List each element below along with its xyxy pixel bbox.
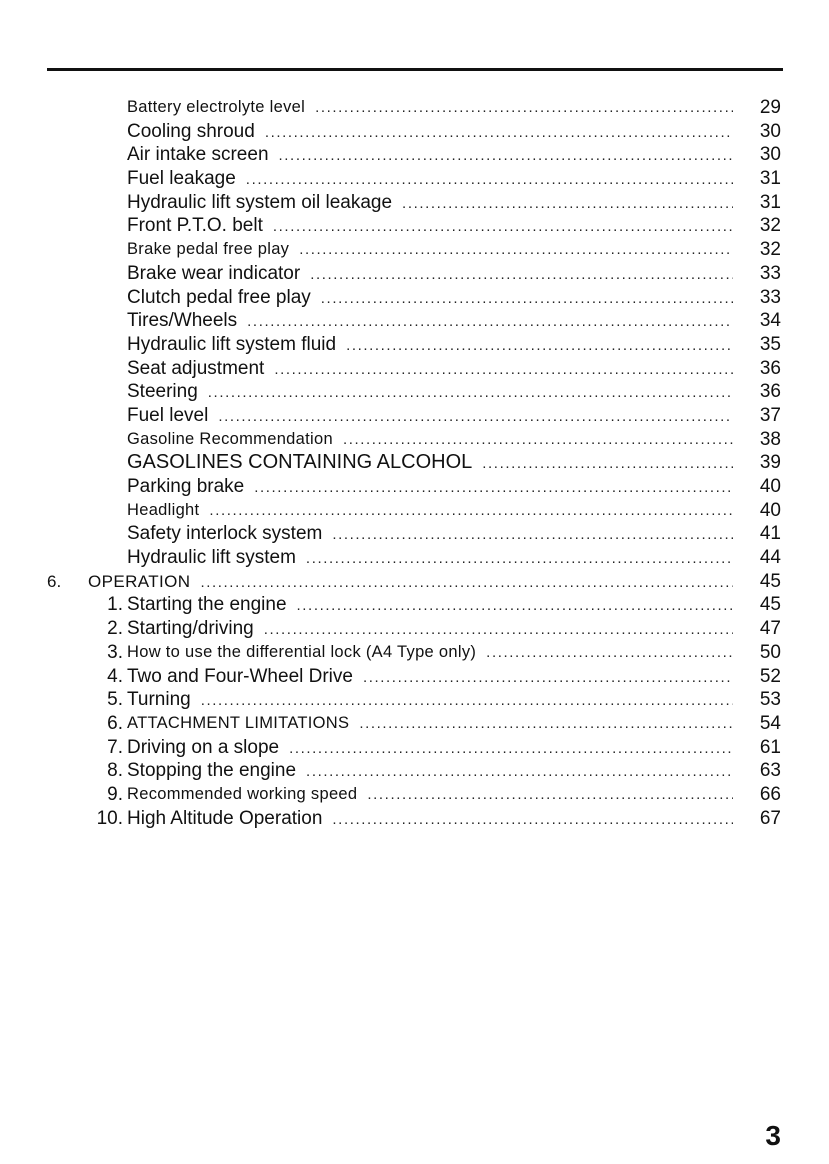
toc-entry-row [0,593,829,617]
toc-entry-title [127,333,733,357]
toc-entry-number: 6. [47,571,62,591]
toc-entry-title [88,570,733,594]
dot-leader [306,760,733,783]
toc-entry-page: 39 [759,452,781,474]
toc-entry-label: Hydraulic lift system fluid [127,333,337,355]
toc-entry-row [0,712,829,736]
dot-leader [264,618,733,641]
dot-leader [218,405,733,428]
toc-entry-title [127,807,733,831]
toc-entry-row [0,262,829,286]
toc-entry-page: 40 [759,499,781,521]
toc-entry-label: Steering [127,381,198,403]
toc-entry-page: 34 [759,310,781,332]
toc-entry-title [127,736,733,760]
toc-entry-label: Fuel leakage [127,168,236,190]
toc-entry-label: Brake pedal free play [127,240,290,259]
toc-entry-number: 7. [107,736,123,758]
toc-entry-label: Gasoline Recommendation [127,429,333,448]
toc-entry-title [127,712,733,736]
toc-entry-row [0,428,829,452]
toc-entry-number: 8. [107,760,123,782]
toc-entry-page: 36 [759,381,781,403]
toc-entry-label: Turning [127,689,191,711]
toc-entry-label: OPERATION [88,571,191,591]
toc-entry-title [127,286,733,310]
toc-entry-title [127,120,733,144]
toc-entry-row [0,357,829,381]
toc-entry-title [127,404,733,428]
toc-entry-label: Tires/Wheels [127,310,238,332]
toc-entry-title [127,475,733,499]
toc-entry-label: Front P.T.O. belt [127,215,263,237]
toc-entry-page: 66 [759,783,781,805]
toc-entry-page: 33 [759,286,781,308]
dot-leader [246,168,733,191]
toc-entry-page: 52 [759,665,781,687]
dot-leader [332,808,733,831]
toc-entry-label: ATTACHMENT LIMITATIONS [127,713,350,732]
toc-entry-number: 6. [107,712,123,734]
toc-entry-row [0,143,829,167]
dot-leader [402,192,733,215]
toc-entry-row [0,688,829,712]
toc-entry-row [0,451,829,475]
dot-leader [363,666,733,689]
toc-entry-page: 35 [759,333,781,355]
toc-entry-row [0,191,829,215]
dot-leader [201,689,733,712]
toc-entry-row [0,238,829,262]
toc-entry-title [127,759,733,783]
toc-entry-label: Parking brake [127,476,245,497]
toc-entry-page: 32 [759,239,781,261]
toc-entry-page: 40 [759,476,781,497]
toc-entry-label: Starting/driving [127,618,254,640]
toc-entry-page: 44 [759,547,781,569]
toc-entry-title [127,451,733,475]
toc-entry-page: 31 [759,191,781,213]
toc-entry-page: 45 [759,594,781,616]
dot-leader [273,215,733,238]
toc-entry-label: Safety interlock system [127,523,323,545]
dot-leader [482,452,733,475]
toc-entry-label: Two and Four-Wheel Drive [127,665,353,687]
dot-leader [209,499,733,523]
dot-leader [315,96,733,120]
toc-entry-row [0,807,829,831]
toc-entry-title [127,238,733,262]
toc-entry-page: 61 [759,736,781,758]
toc-entry-number: 5. [107,689,123,711]
toc-entry-page: 36 [759,357,781,379]
toc-entry-label: Clutch pedal free play [127,286,311,308]
toc-entry-title [127,143,733,167]
toc-entry-row [0,665,829,689]
toc-entry-page: 31 [759,168,781,190]
toc-entry-row [0,333,829,357]
toc-entry-row [0,120,829,144]
toc-entry-row [0,286,829,310]
toc-entry-label: Battery electrolyte level [127,98,306,116]
toc-entry-title [127,617,733,641]
toc-entry-title [127,380,733,404]
toc-entry-label: Hydraulic lift system [127,547,296,569]
toc-entry-label: High Altitude Operation [127,807,323,829]
toc-entry-row [0,167,829,191]
toc-entry-title [127,593,733,617]
toc-entry-title [127,522,733,546]
toc-entry-label: Brake wear indicator [127,262,301,284]
toc-entry-label: GASOLINES CONTAINING ALCOHOL [127,451,473,474]
top-rule [47,68,783,71]
toc-entry-title [127,499,733,523]
toc-entry-page: 63 [759,760,781,782]
toc-entry-title [127,783,733,807]
toc-entry-page: 33 [759,262,781,284]
toc-entry-title [127,357,733,381]
toc-entry-row [0,546,829,570]
toc-entry-page: 32 [759,215,781,237]
toc-entry-row [0,783,829,807]
toc-entry-row [0,214,829,238]
toc-entry-number: 2. [107,618,123,640]
toc-entry-label: Headlight [127,500,200,519]
dot-leader [310,263,733,286]
dot-leader [208,381,733,404]
toc-entry-label: How to use the differential lock (A4 Type only) [127,642,477,661]
toc-entry-page: 38 [759,428,781,450]
toc-entry-label: Driving on a slope [127,736,280,758]
toc-entry-row [0,404,829,428]
toc-entry-title [127,688,733,712]
dot-leader [265,121,733,144]
toc-entry-page: 30 [759,120,781,142]
toc-entry-row [0,522,829,546]
toc-entry-number: 10. [96,807,123,829]
dot-leader [367,783,733,807]
dot-leader [254,476,733,499]
dot-leader [486,641,733,665]
toc-entry-label: Fuel level [127,404,209,426]
toc-entry-title [127,641,733,665]
toc-entry-page: 41 [759,523,781,545]
toc-entry-row [0,617,829,641]
dot-leader [274,358,733,381]
dot-leader [359,712,733,736]
toc-entry-number: 9. [107,783,123,805]
toc-entry-page: 47 [759,618,781,640]
dot-leader [343,428,733,452]
toc-entry-number: 3. [107,641,123,663]
toc-entry-row [0,641,829,665]
toc-entry-row [0,380,829,404]
dot-leader [332,523,733,546]
toc-entry-title [127,665,733,689]
dot-leader [306,547,733,570]
toc-entry-title [127,428,733,452]
toc-entry-title [127,191,733,215]
toc-entry-page: 29 [759,97,781,118]
toc-entry-title [127,214,733,238]
toc-entry-page: 53 [759,689,781,711]
page-number: 3 [765,1120,781,1151]
toc-entry-row [0,309,829,333]
toc-entry-title [127,167,733,191]
dot-leader [289,737,733,760]
dot-leader [297,594,733,617]
toc-entry-title [127,262,733,286]
toc-entry-label: Stopping the engine [127,760,297,782]
toc-entry-number: 4. [107,665,123,687]
toc-entry-label: Starting the engine [127,594,287,616]
dot-leader [346,334,733,357]
toc-entry-number: 1. [107,594,123,616]
toc-entry-row [0,759,829,783]
toc-entry-row [0,736,829,760]
toc-entry-page: 67 [759,807,781,829]
toc-entry-title [127,546,733,570]
toc-entry-title [127,96,733,120]
dot-leader [299,238,733,262]
toc-entry-page: 50 [759,641,781,663]
toc-entry-page: 54 [759,712,781,734]
toc-section-row [0,570,829,594]
toc-entry-label: Air intake screen [127,144,269,166]
toc-entry-page: 45 [759,570,781,592]
toc-entry-row [0,499,829,523]
dot-leader [200,571,733,594]
toc-entry-page: 30 [759,144,781,166]
toc-entry-label: Cooling shroud [127,120,255,142]
toc-entry-row [0,475,829,499]
table-of-contents [0,96,829,830]
toc-entry-page: 37 [759,404,781,426]
toc-entry-label: Seat adjustment [127,357,265,379]
toc-entry-label: Hydraulic lift system oil leakage [127,191,393,213]
toc-entry-label: Recommended working speed [127,784,358,803]
dot-leader [247,310,733,333]
toc-entry-title [127,309,733,333]
dot-leader [279,144,733,167]
toc-entry-row [0,96,829,120]
dot-leader [321,287,733,310]
